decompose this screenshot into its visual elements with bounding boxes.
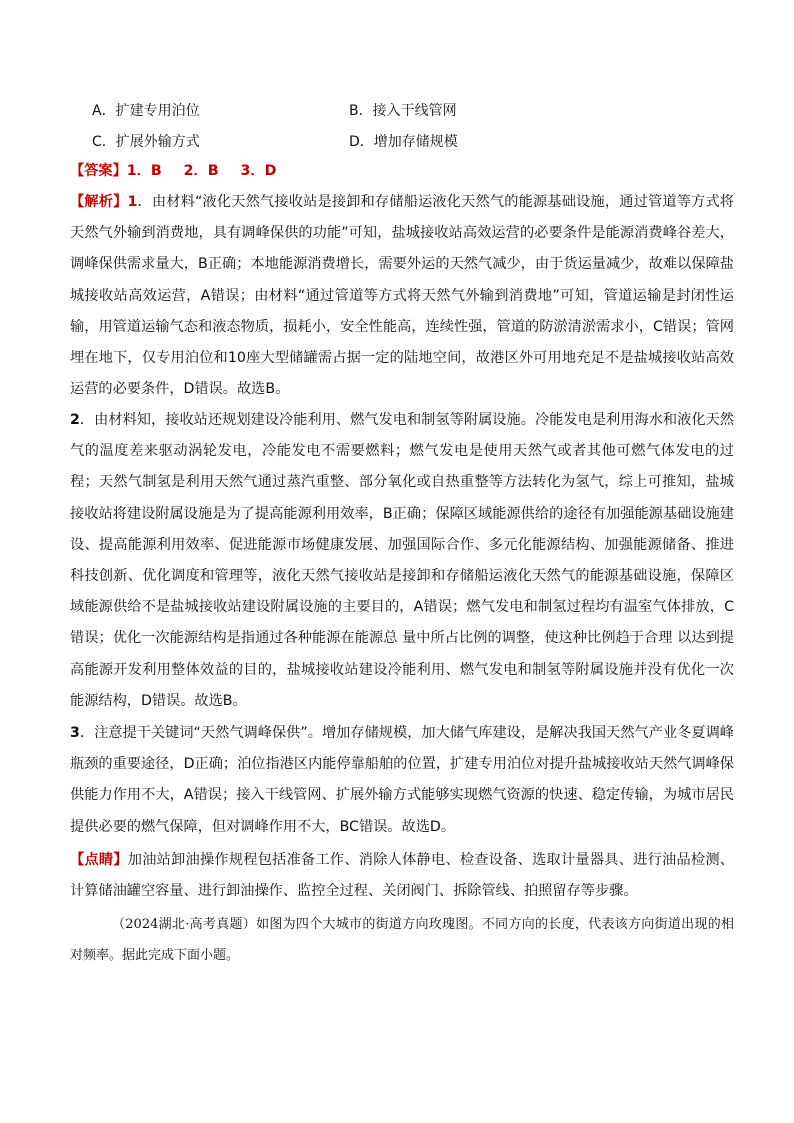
analysis-number: 2 (70, 412, 80, 428)
highlight-paragraph (70, 845, 734, 907)
answer-item: 3．D (240, 163, 277, 179)
answer-tag: 【答案】 (70, 163, 127, 179)
option-c: C．扩展外输方式 (92, 134, 200, 150)
analysis-paragraph-3 (70, 718, 734, 843)
option-a: A．扩建专用泊位 (92, 103, 200, 119)
analysis-paragraph-2 (70, 405, 734, 717)
option-b: B．接入干线管网 (349, 103, 457, 119)
answer-values (127, 163, 299, 179)
highlight-tag: 【点睛】 (70, 852, 128, 868)
analysis-text: ．注意提干关键词“天然气调峰保供”。增加存储规模，加大储气库建设，是解决我国天然气产业冬夏调峰瓶颈的重要途径，D正确；泊位指港区内能停靠船舶的位置，扩建专用泊位对提升盐城接收站天然气调峰保供能力作用不大，A错误；接入干线管网、扩展外输方式能够实现燃气资源的快速、稳定传输，为城市居民提供必要的燃气保障，但对调峰作用不大，BC错误。故选D。 (70, 725, 734, 835)
analysis-text: ．由材料知，接收站还规划建设冷能利用、燃气发电和制氢等附属设施。冷能发电是利用海水和液化天然气的温度差来驱动涡轮发电，冷能发电不需要燃料；燃气发电是使用天然气或者其他可燃气体发电的过程；天然气制氢是利用天然气通过蒸汽重整、部分氧化或自热重整等方法转化为氢气，综上可推知，盐城接收站将建设附属设施是为了提高能源利用效率，B正确；保障区域能源供给的途径有加强能源基础设施建设、提高能源利用效率、促进能源市场健康发展、加强国际合作、多元化能源结构、加强能源储备、推进科技创新、优化调度和管理等，液化天然气接收站是接卸和存储船运液化天然气的能源基础设施，保障区域能源供给不是盐城接收站建设附属设施的主要目的，A错误；燃气发电和制氢过程均有温室气体排放，C错误；优化一次能源结构是指通过各种能源在能源总 量中所占比例的调整，使这种比例趋于合理 以达到提高能源开发利用整体效益的目的，盐城接收站建设冷能利用、燃气发电和制氢等附属设施并没有优化一次能源结构，D错误。故选B。 (70, 412, 734, 709)
analysis-tag: 【解析】 (70, 194, 128, 210)
analysis-text: ．由材料“液化天然气接收站是接卸和存储船运液化天然气的能源基础设施，通过管道等方式将天然气外输到消费地，具有调峰保供的功能”可知，盐城接收站高效运营的必要条件是能源消费峰谷差大，调峰保供需求量大，B正确；本地能源消费增长，需要外运的天然气减少，由于货运量减少，故难以保障盐城接收站高效运营，A错误；由材料“通过管道等方式将天然气外输到消费地”可知，管道运输是封闭性运输，用管道运输气态和液态物质，损耗小，安全性能高，连续性强，管道的防淤清淤需求小，C错误；管网埋在地下，仅专用泊位和10座大型储罐需占据一定的陆地空间，故港区外可用地充足不是盐城接收站高效运营的必要条件，D错误。故选B。 (70, 194, 734, 398)
question-stem (70, 909, 734, 971)
answer-item: 2．B (183, 163, 219, 179)
analysis-paragraph-1 (70, 187, 734, 405)
question-source: （2024湖北·高考真题） (112, 917, 257, 932)
option-d: D．增加存储规模 (349, 134, 458, 150)
analysis-number: 3 (70, 725, 80, 741)
options-row-ab (92, 99, 712, 123)
answer-line (70, 156, 734, 187)
analysis-number: 1 (127, 194, 138, 210)
options-row-cd (92, 130, 712, 154)
question-text: 如图为四个大城市的街道方向玫瑰图。不同方向的长度，代表该方向街道出现的相对频率。据此完成下面小题。 (70, 917, 734, 963)
highlight-text: 加油站卸油操作规程包括准备工作、消除人体静电、检查设备、选取计量器具、进行油品检测、计算储油罐空容量、进行卸油操作、监控全过程、关闭阀门、拆除管线、拍照留存等步骤。 (70, 852, 734, 900)
answer-item: 1．B (126, 163, 162, 179)
